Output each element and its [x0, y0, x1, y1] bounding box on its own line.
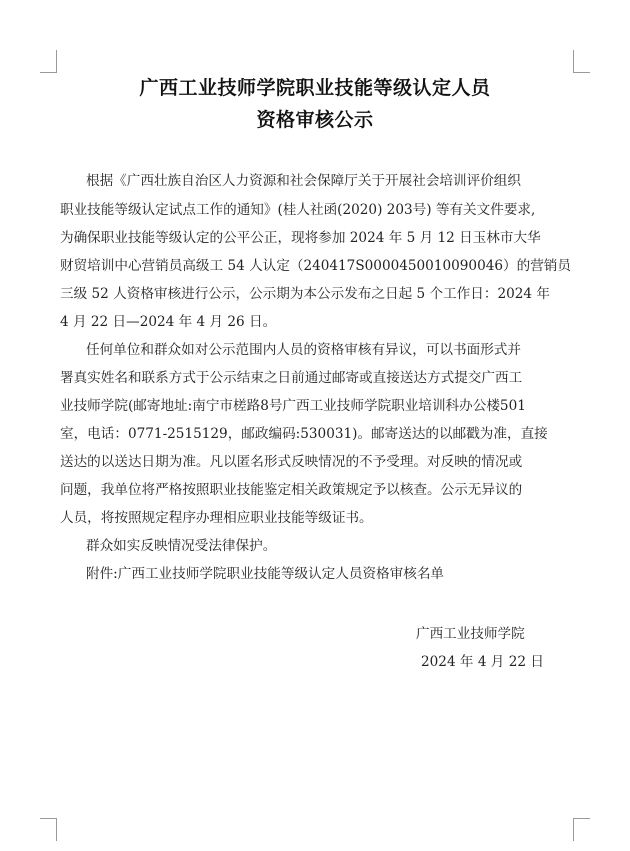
paragraph-line: 任何单位和群众如对公示范围内人员的资格审核有异议，可以书面形式并 [86, 342, 521, 358]
paragraph-line: 署真实姓名和联系方式于公示结束之日前通过邮寄或直接送达方式提交广西工 [60, 370, 523, 386]
paragraph-line: 4 月 22 日—2024 年 4 月 26 日。 [60, 314, 277, 330]
signature-organization: 广西工业技师学院 [416, 626, 525, 642]
paragraph-line: 根据《广西壮族自治区人力资源和社会保障厅关于开展社会培训评价组织 [86, 173, 521, 189]
paragraph-line: 室，电话：0771-2515129，邮政编码:530031)。邮寄送达的以邮戳为准，直接 [60, 426, 548, 442]
paragraph-legal-protection: 群众如实反映情况受法律保护。 [86, 538, 277, 554]
document-title-line-2: 资格审核公示 [256, 109, 374, 131]
paragraph-line: 问题，我单位将严格按照职业技能鉴定相关政策规定予以核查。公示无异议的 [60, 482, 523, 498]
crop-mark-top-left [40, 50, 57, 73]
paragraph-line: 为确保职业技能等级认定的公平公正，现将参加 2024 年 5 月 12 日玉林市大华 [60, 230, 541, 246]
paragraph-line: 送达的以送达日期为准。凡以匿名形式反映情况的不予受理。对反映的情况或 [60, 454, 523, 470]
paragraph-line: 人员，将按照规定程序办理相应职业技能等级证书。 [60, 510, 373, 526]
paragraph-line: 财贸培训中心营销员高级工 54 人认定（240417S000045001009004​6）的营销员 [60, 258, 571, 274]
attachment-line: 附件:广西工业技师学院职业技能等级认定人员资格审核名单 [86, 566, 445, 582]
crop-mark-bottom-right [573, 818, 590, 841]
crop-mark-top-right [573, 50, 590, 73]
document-title-line-1: 广西工业技师学院职业技能等级认定人员 [139, 77, 491, 99]
crop-mark-bottom-left [40, 818, 57, 841]
paragraph-line: 业技师学院(邮寄地址:南宁市槎路8号广西工业技师学院职业培训科办公楼501 [60, 398, 526, 414]
paragraph-line: 三级 52 人资格审核进行公示，公示期为本公示发布之日起 5 个工作日：2024 年 [60, 286, 550, 302]
signature-date: 2024 年 4 月 22 日 [421, 654, 544, 670]
paragraph-line: 职业技能等级认定试点工作的通知》(桂人社函(2020) 203号) 等有关文件要求, [60, 202, 536, 218]
